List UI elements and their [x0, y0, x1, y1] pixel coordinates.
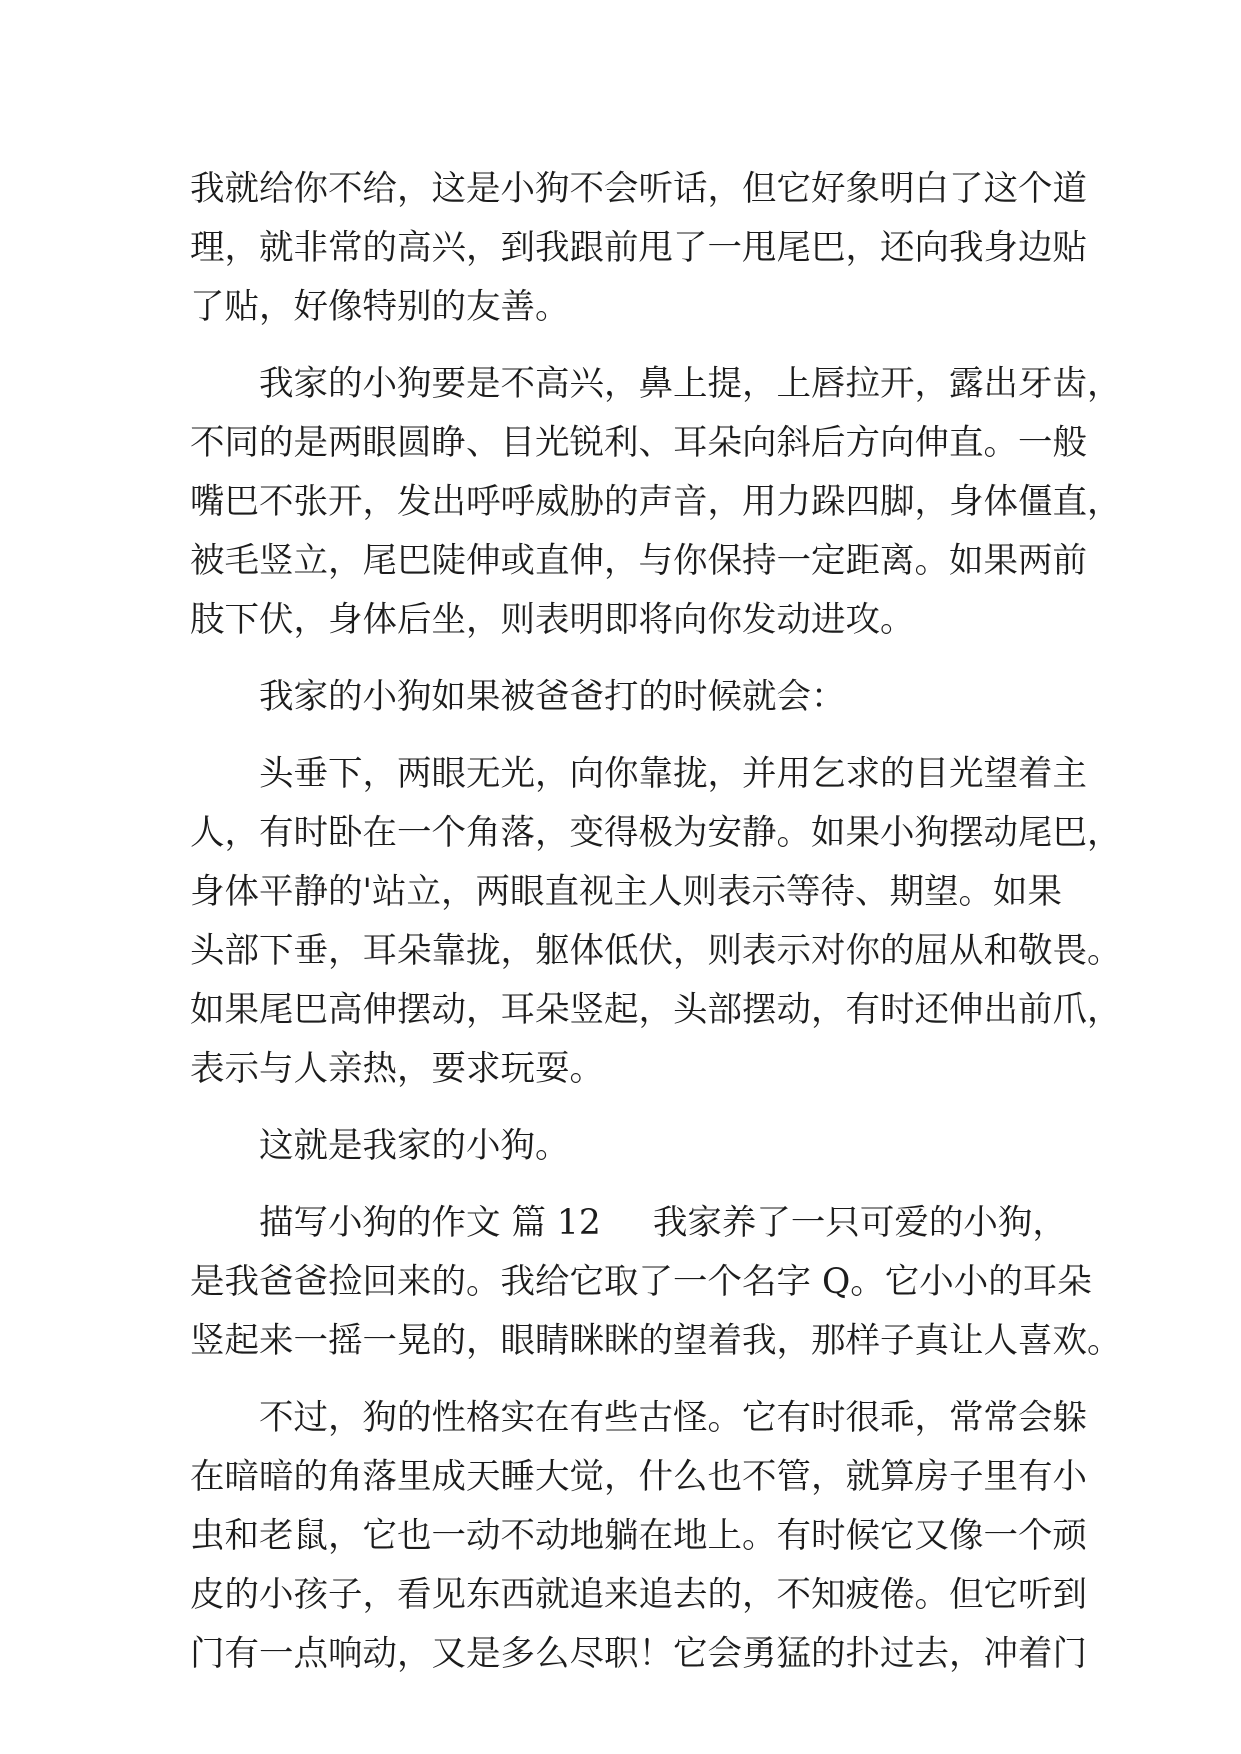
text-line: 人，有时卧在一个角落，变得极为安静。如果小狗摆动尾巴， — [190, 813, 1122, 853]
paragraph — [190, 1117, 1050, 1176]
paragraph-gap — [190, 727, 1050, 745]
text-line: 头垂下，两眼无光，向你靠拢，并用乞求的目光望着主 — [190, 754, 1087, 794]
text-line: 我家的小狗要是不高兴，鼻上提，上唇拉开，露出牙齿， — [190, 364, 1122, 404]
text-line: 表示与人亲热，要求玩耍。 — [190, 1049, 604, 1089]
essay-heading-line — [190, 1194, 1067, 1253]
paragraph-gap — [190, 1176, 1050, 1194]
text-line: 我家的小狗如果被爸爸打的时候就会： — [190, 677, 846, 717]
paragraph-gap — [190, 1099, 1050, 1117]
paragraph — [190, 355, 1122, 650]
essay-heading: 描写小狗的作文 篇 12 — [190, 1203, 601, 1243]
text-line: 如果尾巴高伸摆动，耳朵竖起，头部摆动，有时还伸出前爪， — [190, 990, 1122, 1030]
text-line: 门有一点响动，又是多么尽职！它会勇猛的扑过去，冲着门 — [190, 1634, 1087, 1674]
paragraph-gap — [190, 1371, 1050, 1389]
text-line: 这就是我家的小狗。 — [190, 1126, 570, 1166]
text-line: 理，就非常的高兴，到我跟前甩了一甩尾巴，还向我身边贴 — [190, 228, 1087, 268]
paragraph — [190, 1194, 1122, 1371]
text-line: 是我爸爸捡回来的。我给它取了一个名字 Q。它小小的耳朵 — [190, 1262, 1092, 1302]
text-line: 不同的是两眼圆睁、目光锐利、耳朵向斜后方向伸直。一般 — [190, 423, 1087, 463]
paragraph — [190, 668, 1050, 727]
text-line: 头部下垂，耳朵靠拢，躯体低伏，则表示对你的屈从和敬畏。 — [190, 931, 1122, 971]
text-line: 虫和老鼠，它也一动不动地躺在地上。有时候它又像一个顽 — [190, 1516, 1087, 1556]
text-line-start: 我家养了一只可爱的小狗， — [652, 1203, 1067, 1243]
text-line: 肢下伏，身体后坐，则表明即将向你发动进攻。 — [190, 600, 915, 640]
paragraph-gap — [190, 650, 1050, 668]
text-line: 不过，狗的性格实在有些古怪。它有时很乖，常常会躲 — [190, 1398, 1087, 1438]
text-line: 身体平静的'站立，两眼直视主人则表示等待、期望。如果 — [190, 872, 1062, 912]
text-line: 嘴巴不张开，发出呼呼威胁的声音，用力跺四脚，身体僵直， — [190, 482, 1122, 522]
document-body — [190, 160, 1122, 1684]
text-line: 我就给你不给，这是小狗不会听话，但它好象明白了这个道 — [190, 169, 1087, 209]
paragraph — [190, 745, 1122, 1099]
paragraph — [190, 1389, 1087, 1684]
text-line: 被毛竖立，尾巴陡伸或直伸，与你保持一定距离。如果两前 — [190, 541, 1087, 581]
text-line: 在暗暗的角落里成天睡大觉，什么也不管，就算房子里有小 — [190, 1457, 1087, 1497]
paragraph-gap — [190, 337, 1050, 355]
text-line: 皮的小孩子，看见东西就追来追去的，不知疲倦。但它听到 — [190, 1575, 1087, 1615]
text-line: 竖起来一摇一晃的，眼睛眯眯的望着我，那样子真让人喜欢。 — [190, 1321, 1122, 1361]
text-line: 了贴，好像特别的友善。 — [190, 287, 570, 327]
paragraph — [190, 160, 1087, 337]
